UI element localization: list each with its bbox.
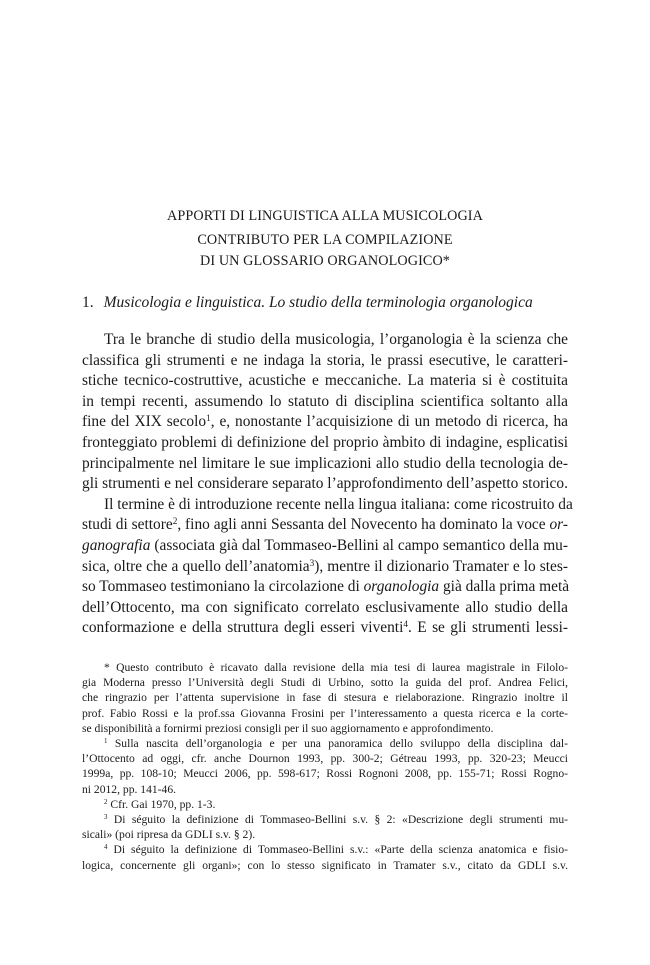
footnote-line: se disponibilità a fornirmi preziosi consigli per il suo aggiornamento e approfondimento. — [82, 721, 494, 735]
section-number: 1. — [82, 294, 94, 311]
footnote-line: * Questo contributo è ricavato dalla revisione della mia tesi di laurea magistrale in Filolo- — [104, 661, 568, 674]
footnote-line: $^2$ Cfr. Gai 1970, pp. 1-3. — [104, 797, 216, 811]
body-line: so Tommaseo testimoniano la circolazione di organologia già dalla prima metà — [82, 578, 570, 596]
footnote-ref-1: 1 — [206, 413, 211, 424]
footnote-line: gia Moderna presso l’Università degli Studi di Urbino, sotto la guida del prof. Andrea Felici, — [82, 676, 568, 690]
footnote-line: $^3$ Di séguito la definizione di Tommaseo-Bellini s.v. § 2: «Descrizione degli strumenti mu- — [104, 813, 568, 827]
footnote-line: $^1$ Sulla nascita dell’organologia e per una panoramica dello sviluppo della disciplina dal- — [104, 737, 568, 751]
body-line: Tra le branche di studio della musicologia, l’organologia è la scienza che — [104, 331, 568, 348]
footnote-number-2: 2 — [104, 798, 108, 807]
body-line: fine del XIX secolo$^1$, e, nonostante l’acquisizione di un metodo di ricerca, ha — [82, 413, 568, 431]
body-line: Il termine è di introduzione recente nella lingua italiana: come ricostruito da — [104, 495, 573, 513]
body-line: principalmente nel limitare le sue implicazioni allo studio della tecnologia de- — [82, 454, 568, 472]
footnote-number-3: 3 — [104, 813, 108, 822]
body-text — [82, 330, 573, 639]
body-line: gli strumenti e nel considerare separato l’approfondimento dell’aspetto storico. — [82, 475, 568, 493]
title-line-2: CONTRIBUTO PER LA COMPILAZIONE — [197, 232, 453, 248]
footnote-number-1: 1 — [104, 737, 108, 746]
footnotes — [82, 660, 568, 873]
body-line: sica, oltre che a quello dell’anatomia$^3$), mentre il dizionario Tramater e lo stes- — [82, 557, 568, 575]
body-line: studi di settore$^2$, fino agli anni Sessanta del Novecento ha dominato la voce or- — [82, 516, 568, 534]
body-line: in tempi recenti, assumendo lo statuto di disciplina scientifica soltanto alla — [82, 392, 568, 410]
body-line: dell’Ottocento, ma con significato correlato esclusivamente allo studio della — [82, 598, 568, 616]
body-line: ganografia (associata già dal Tommaseo-Bellini al campo semantico della mu- — [82, 536, 568, 554]
section-heading-text: Musicologia e linguistica. Lo studio della terminologia organologica — [103, 294, 533, 311]
section-heading — [82, 292, 562, 314]
footnote-line: che ringrazio per l’attenta supervisione in fase di stesura e rielaborazione. Ringrazio inoltre il — [82, 691, 568, 705]
body-line: classifica gli strumenti e ne indaga la storia, le prassi esecutive, le caratteri- — [82, 351, 568, 369]
footnote-line: l’Ottocento ad oggi, cfr. anche Dournon 1993, pp. 300-2; Gétreau 1993, pp. 320-23; Meucci — [82, 752, 568, 766]
footnote-line: 1999a, pp. 108-10; Meucci 2006, pp. 598-617; Rossi Rognoni 2008, pp. 155-71; Rossi Rogno- — [82, 767, 568, 781]
footnote-line: ni 2012, pp. 141-46. — [82, 782, 177, 796]
footnote-line: logica, concernente gli organi»; con lo stesso significato in Tramater s.v., citato da GDLI s.v. — [82, 858, 568, 872]
footnote-line: prof. Fabio Rossi e la prof.ssa Giovanna Frosini per l’interessamento a questa ricerca e la corte- — [82, 706, 568, 720]
body-line: fronteggiato problemi di definizione del proprio àmbito di indagine, esplicatisi — [82, 433, 568, 451]
footnote-ref-4: 4 — [403, 619, 408, 630]
body-line: conformazione e della struttura degli esseri viventi$^4$. E se gli strumenti lessi- — [82, 619, 568, 637]
footnote-line: sicali» (poi ripresa da GDLI s.v. § 2). — [82, 828, 256, 842]
body-line: stiche tecnico-costruttive, acustiche e meccaniche. La materia si è costituita — [82, 372, 568, 390]
footnote-number-4: 4 — [104, 843, 108, 852]
article-title — [0, 206, 650, 272]
footnote-ref-3: 3 — [309, 557, 315, 568]
footnote-ref-2: 2 — [172, 516, 178, 527]
title-line-3: DI UN GLOSSARIO ORGANOLOGICO* — [200, 253, 450, 269]
footnote-line: $^4$ Di séguito la definizione di Tommaseo-Bellini s.v.: «Parte della scienza anatomica e fisio- — [104, 843, 568, 857]
title-line-1: APPORTI DI LINGUISTICA ALLA MUSICOLOGIA — [167, 208, 483, 224]
